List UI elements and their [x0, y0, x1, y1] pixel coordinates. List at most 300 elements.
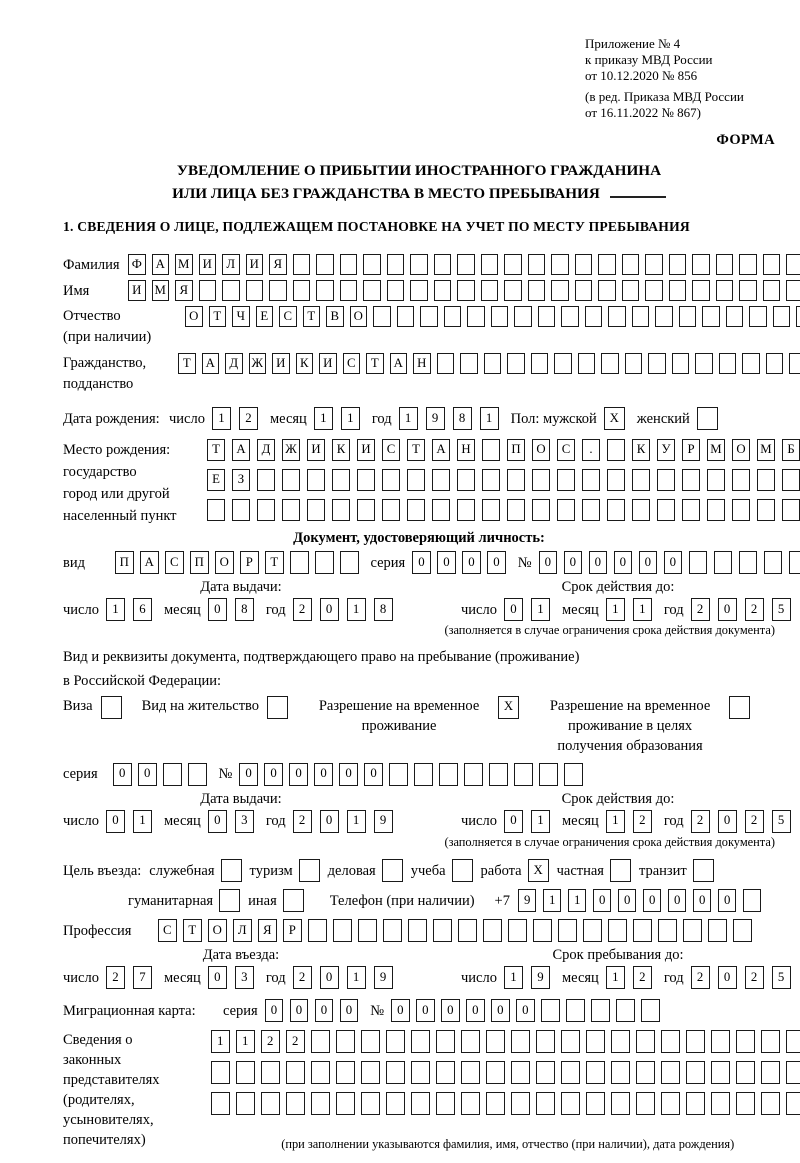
- form-cell[interactable]: 0: [441, 999, 460, 1022]
- form-cell[interactable]: [622, 254, 640, 275]
- form-cell[interactable]: [336, 1092, 355, 1115]
- form-cell[interactable]: 1: [633, 598, 652, 621]
- form-cell[interactable]: [101, 696, 122, 719]
- form-cell[interactable]: [586, 1030, 605, 1053]
- form-cell[interactable]: [436, 1092, 455, 1115]
- form-cell[interactable]: [786, 1092, 800, 1115]
- form-cell[interactable]: Р: [283, 919, 302, 942]
- form-cell[interactable]: И: [319, 353, 337, 374]
- form-cell[interactable]: [361, 1092, 380, 1115]
- form-cell[interactable]: [407, 469, 425, 491]
- form-cell[interactable]: [557, 469, 575, 491]
- form-cell[interactable]: [761, 1061, 780, 1084]
- form-cell[interactable]: 0: [289, 763, 308, 786]
- form-cell[interactable]: Р: [240, 551, 259, 574]
- form-cell[interactable]: [611, 1061, 630, 1084]
- form-cell[interactable]: [386, 1092, 405, 1115]
- form-cell[interactable]: Е: [256, 306, 274, 327]
- form-cell[interactable]: [533, 919, 552, 942]
- form-cell[interactable]: [383, 919, 402, 942]
- form-cell[interactable]: В: [326, 306, 344, 327]
- form-cell[interactable]: [736, 1092, 755, 1115]
- form-cell[interactable]: А: [152, 254, 170, 275]
- form-cell[interactable]: [707, 469, 725, 491]
- form-cell[interactable]: [773, 306, 791, 327]
- form-cell[interactable]: [636, 1030, 655, 1053]
- form-cell[interactable]: Е: [207, 469, 225, 491]
- form-cell[interactable]: 1: [606, 966, 625, 989]
- form-cell[interactable]: [293, 280, 311, 301]
- form-cell[interactable]: [757, 499, 775, 521]
- form-cell[interactable]: [458, 919, 477, 942]
- form-cell[interactable]: И: [199, 254, 217, 275]
- form-cell[interactable]: 0: [239, 763, 258, 786]
- form-cell[interactable]: 2: [293, 598, 312, 621]
- form-cell[interactable]: 0: [718, 889, 737, 912]
- form-cell[interactable]: Т: [407, 439, 425, 461]
- form-cell[interactable]: [601, 353, 619, 374]
- form-cell[interactable]: [528, 280, 546, 301]
- form-cell[interactable]: Я: [269, 254, 287, 275]
- form-cell[interactable]: 2: [633, 966, 652, 989]
- form-cell[interactable]: А: [390, 353, 408, 374]
- form-cell[interactable]: [444, 306, 462, 327]
- form-cell[interactable]: [692, 254, 710, 275]
- form-cell[interactable]: [608, 919, 627, 942]
- form-cell[interactable]: [692, 280, 710, 301]
- form-cell[interactable]: А: [232, 439, 250, 461]
- form-cell[interactable]: [661, 1061, 680, 1084]
- form-cell[interactable]: [336, 1061, 355, 1084]
- form-cell[interactable]: [611, 1030, 630, 1053]
- form-cell[interactable]: Л: [222, 254, 240, 275]
- form-cell[interactable]: [632, 499, 650, 521]
- form-cell[interactable]: Н: [457, 439, 475, 461]
- form-cell[interactable]: [541, 999, 560, 1022]
- form-cell[interactable]: 1: [347, 810, 366, 833]
- form-cell[interactable]: X: [498, 696, 519, 719]
- form-cell[interactable]: [311, 1030, 330, 1053]
- form-cell[interactable]: 0: [208, 810, 227, 833]
- form-cell[interactable]: [358, 919, 377, 942]
- form-cell[interactable]: [307, 499, 325, 521]
- form-cell[interactable]: 0: [138, 763, 157, 786]
- form-cell[interactable]: [410, 280, 428, 301]
- form-cell[interactable]: [582, 469, 600, 491]
- form-cell[interactable]: У: [657, 439, 675, 461]
- form-cell[interactable]: [261, 1061, 280, 1084]
- form-cell[interactable]: [607, 439, 625, 461]
- form-cell[interactable]: [410, 254, 428, 275]
- form-cell[interactable]: А: [140, 551, 159, 574]
- form-cell[interactable]: 0: [593, 889, 612, 912]
- form-cell[interactable]: [382, 469, 400, 491]
- form-cell[interactable]: 2: [106, 966, 125, 989]
- form-cell[interactable]: 0: [664, 551, 683, 574]
- form-cell[interactable]: [711, 1030, 730, 1053]
- form-cell[interactable]: [564, 763, 583, 786]
- form-cell[interactable]: [551, 280, 569, 301]
- form-cell[interactable]: Я: [258, 919, 277, 942]
- form-cell[interactable]: И: [307, 439, 325, 461]
- form-cell[interactable]: [739, 551, 758, 574]
- form-cell[interactable]: [689, 551, 708, 574]
- form-cell[interactable]: [389, 763, 408, 786]
- form-cell[interactable]: [536, 1030, 555, 1053]
- form-cell[interactable]: [625, 353, 643, 374]
- form-cell[interactable]: [486, 1030, 505, 1053]
- form-cell[interactable]: 9: [426, 407, 445, 430]
- form-cell[interactable]: [437, 353, 455, 374]
- form-cell[interactable]: 0: [639, 551, 658, 574]
- form-cell[interactable]: П: [507, 439, 525, 461]
- form-cell[interactable]: [648, 353, 666, 374]
- form-cell[interactable]: [257, 499, 275, 521]
- form-cell[interactable]: [484, 353, 502, 374]
- form-cell[interactable]: [433, 919, 452, 942]
- form-cell[interactable]: [554, 353, 572, 374]
- form-cell[interactable]: [293, 254, 311, 275]
- form-cell[interactable]: [702, 306, 720, 327]
- form-cell[interactable]: 2: [745, 966, 764, 989]
- form-cell[interactable]: [726, 306, 744, 327]
- form-cell[interactable]: 0: [314, 763, 333, 786]
- form-cell[interactable]: [591, 999, 610, 1022]
- form-cell[interactable]: [188, 763, 207, 786]
- form-cell[interactable]: 0: [113, 763, 132, 786]
- form-cell[interactable]: 0: [320, 966, 339, 989]
- form-cell[interactable]: [586, 1061, 605, 1084]
- form-cell[interactable]: [363, 280, 381, 301]
- form-cell[interactable]: [436, 1030, 455, 1053]
- form-cell[interactable]: Н: [413, 353, 431, 374]
- form-cell[interactable]: 1: [504, 966, 523, 989]
- form-cell[interactable]: [461, 1030, 480, 1053]
- form-cell[interactable]: И: [272, 353, 290, 374]
- form-cell[interactable]: 1: [236, 1030, 255, 1053]
- form-cell[interactable]: П: [190, 551, 209, 574]
- form-cell[interactable]: [786, 254, 800, 275]
- form-cell[interactable]: [683, 919, 702, 942]
- form-cell[interactable]: [531, 353, 549, 374]
- form-cell[interactable]: [693, 859, 714, 882]
- form-cell[interactable]: 2: [261, 1030, 280, 1053]
- form-cell[interactable]: [486, 1092, 505, 1115]
- form-cell[interactable]: [504, 280, 522, 301]
- form-cell[interactable]: [514, 763, 533, 786]
- form-cell[interactable]: [299, 859, 320, 882]
- form-cell[interactable]: 0: [208, 966, 227, 989]
- form-cell[interactable]: [504, 254, 522, 275]
- form-cell[interactable]: Ж: [282, 439, 300, 461]
- form-cell[interactable]: [211, 1092, 230, 1115]
- form-cell[interactable]: [382, 859, 403, 882]
- form-cell[interactable]: [661, 1030, 680, 1053]
- form-cell[interactable]: [411, 1061, 430, 1084]
- form-cell[interactable]: П: [115, 551, 134, 574]
- form-cell[interactable]: [557, 499, 575, 521]
- form-cell[interactable]: О: [208, 919, 227, 942]
- form-cell[interactable]: [607, 469, 625, 491]
- form-cell[interactable]: [732, 469, 750, 491]
- form-cell[interactable]: 1: [399, 407, 418, 430]
- form-cell[interactable]: [782, 499, 800, 521]
- form-cell[interactable]: 0: [643, 889, 662, 912]
- form-cell[interactable]: [357, 499, 375, 521]
- form-cell[interactable]: 0: [437, 551, 456, 574]
- form-cell[interactable]: [598, 254, 616, 275]
- form-cell[interactable]: [536, 1061, 555, 1084]
- form-cell[interactable]: [764, 551, 783, 574]
- form-cell[interactable]: Т: [207, 439, 225, 461]
- form-cell[interactable]: [460, 353, 478, 374]
- form-cell[interactable]: [332, 469, 350, 491]
- form-cell[interactable]: [786, 1030, 800, 1053]
- form-cell[interactable]: [307, 469, 325, 491]
- form-cell[interactable]: [246, 280, 264, 301]
- form-cell[interactable]: [739, 280, 757, 301]
- form-cell[interactable]: [436, 1061, 455, 1084]
- form-cell[interactable]: 2: [239, 407, 258, 430]
- form-cell[interactable]: 2: [293, 966, 312, 989]
- form-cell[interactable]: О: [215, 551, 234, 574]
- form-cell[interactable]: [682, 499, 700, 521]
- form-cell[interactable]: X: [528, 859, 549, 882]
- form-cell[interactable]: Ф: [128, 254, 146, 275]
- form-cell[interactable]: [561, 1061, 580, 1084]
- form-cell[interactable]: [511, 1030, 530, 1053]
- form-cell[interactable]: Ч: [232, 306, 250, 327]
- form-cell[interactable]: [221, 859, 242, 882]
- form-cell[interactable]: [716, 280, 734, 301]
- form-cell[interactable]: [411, 1092, 430, 1115]
- form-cell[interactable]: [695, 353, 713, 374]
- form-cell[interactable]: 0: [340, 999, 359, 1022]
- form-cell[interactable]: [716, 254, 734, 275]
- form-cell[interactable]: [669, 280, 687, 301]
- form-cell[interactable]: [434, 254, 452, 275]
- form-cell[interactable]: И: [246, 254, 264, 275]
- form-cell[interactable]: [796, 306, 800, 327]
- form-cell[interactable]: [283, 889, 304, 912]
- form-cell[interactable]: 1: [347, 598, 366, 621]
- form-cell[interactable]: 2: [293, 810, 312, 833]
- form-cell[interactable]: [507, 353, 525, 374]
- form-cell[interactable]: А: [202, 353, 220, 374]
- form-cell[interactable]: [163, 763, 182, 786]
- form-cell[interactable]: 0: [466, 999, 485, 1022]
- form-cell[interactable]: [598, 280, 616, 301]
- form-cell[interactable]: [607, 499, 625, 521]
- form-cell[interactable]: [316, 254, 334, 275]
- form-cell[interactable]: М: [175, 254, 193, 275]
- form-cell[interactable]: 1: [480, 407, 499, 430]
- form-cell[interactable]: [457, 499, 475, 521]
- form-cell[interactable]: [257, 469, 275, 491]
- form-cell[interactable]: [386, 1061, 405, 1084]
- form-cell[interactable]: 6: [133, 598, 152, 621]
- form-cell[interactable]: [632, 306, 650, 327]
- form-cell[interactable]: 0: [589, 551, 608, 574]
- form-cell[interactable]: [282, 469, 300, 491]
- form-cell[interactable]: [610, 859, 631, 882]
- form-cell[interactable]: [407, 499, 425, 521]
- form-cell[interactable]: [414, 763, 433, 786]
- form-cell[interactable]: [333, 919, 352, 942]
- form-cell[interactable]: 1: [133, 810, 152, 833]
- form-cell[interactable]: X: [604, 407, 625, 430]
- form-cell[interactable]: [763, 280, 781, 301]
- form-cell[interactable]: [586, 1092, 605, 1115]
- form-cell[interactable]: [707, 499, 725, 521]
- form-cell[interactable]: [686, 1061, 705, 1084]
- form-cell[interactable]: 9: [518, 889, 537, 912]
- form-cell[interactable]: 0: [320, 810, 339, 833]
- form-cell[interactable]: О: [350, 306, 368, 327]
- form-cell[interactable]: [582, 499, 600, 521]
- form-cell[interactable]: 8: [453, 407, 472, 430]
- form-cell[interactable]: [583, 919, 602, 942]
- form-cell[interactable]: [282, 499, 300, 521]
- form-cell[interactable]: [532, 469, 550, 491]
- form-cell[interactable]: [786, 280, 800, 301]
- form-cell[interactable]: [411, 1030, 430, 1053]
- form-cell[interactable]: К: [632, 439, 650, 461]
- form-cell[interactable]: [461, 1092, 480, 1115]
- form-cell[interactable]: Т: [209, 306, 227, 327]
- form-cell[interactable]: [340, 280, 358, 301]
- form-cell[interactable]: [561, 306, 579, 327]
- form-cell[interactable]: [645, 280, 663, 301]
- form-cell[interactable]: [732, 499, 750, 521]
- form-cell[interactable]: [457, 280, 475, 301]
- form-cell[interactable]: [361, 1030, 380, 1053]
- form-cell[interactable]: 0: [391, 999, 410, 1022]
- form-cell[interactable]: [538, 306, 556, 327]
- form-cell[interactable]: [357, 469, 375, 491]
- form-cell[interactable]: [686, 1092, 705, 1115]
- form-cell[interactable]: [697, 407, 718, 430]
- form-cell[interactable]: 8: [374, 598, 393, 621]
- form-cell[interactable]: [528, 254, 546, 275]
- form-cell[interactable]: [789, 551, 800, 574]
- form-cell[interactable]: [340, 254, 358, 275]
- form-cell[interactable]: [315, 551, 334, 574]
- form-cell[interactable]: [373, 306, 391, 327]
- form-cell[interactable]: Л: [233, 919, 252, 942]
- form-cell[interactable]: 0: [668, 889, 687, 912]
- form-cell[interactable]: [743, 889, 762, 912]
- form-cell[interactable]: 2: [745, 598, 764, 621]
- form-cell[interactable]: [645, 254, 663, 275]
- form-cell[interactable]: [507, 469, 525, 491]
- form-cell[interactable]: З: [232, 469, 250, 491]
- form-cell[interactable]: [397, 306, 415, 327]
- form-cell[interactable]: [736, 1061, 755, 1084]
- form-cell[interactable]: [486, 1061, 505, 1084]
- form-cell[interactable]: Т: [366, 353, 384, 374]
- form-cell[interactable]: [611, 1092, 630, 1115]
- form-cell[interactable]: [482, 439, 500, 461]
- form-cell[interactable]: [679, 306, 697, 327]
- form-cell[interactable]: 1: [341, 407, 360, 430]
- form-cell[interactable]: [711, 1092, 730, 1115]
- form-cell[interactable]: 1: [106, 598, 125, 621]
- form-cell[interactable]: К: [332, 439, 350, 461]
- form-cell[interactable]: [708, 919, 727, 942]
- form-cell[interactable]: 1: [606, 598, 625, 621]
- form-cell[interactable]: [633, 919, 652, 942]
- form-cell[interactable]: И: [357, 439, 375, 461]
- form-cell[interactable]: С: [158, 919, 177, 942]
- form-cell[interactable]: [482, 499, 500, 521]
- form-cell[interactable]: [575, 254, 593, 275]
- form-cell[interactable]: [682, 469, 700, 491]
- form-cell[interactable]: Р: [682, 439, 700, 461]
- form-cell[interactable]: 1: [531, 810, 550, 833]
- form-cell[interactable]: [686, 1030, 705, 1053]
- form-cell[interactable]: 5: [772, 598, 791, 621]
- form-cell[interactable]: 1: [347, 966, 366, 989]
- form-cell[interactable]: 1: [543, 889, 562, 912]
- form-cell[interactable]: [511, 1092, 530, 1115]
- form-cell[interactable]: [332, 499, 350, 521]
- form-cell[interactable]: С: [343, 353, 361, 374]
- form-cell[interactable]: 0: [106, 810, 125, 833]
- form-cell[interactable]: 2: [691, 598, 710, 621]
- form-cell[interactable]: М: [152, 280, 170, 301]
- form-cell[interactable]: [387, 254, 405, 275]
- form-cell[interactable]: 2: [745, 810, 764, 833]
- form-cell[interactable]: [386, 1030, 405, 1053]
- form-cell[interactable]: [641, 999, 660, 1022]
- form-cell[interactable]: [489, 763, 508, 786]
- form-cell[interactable]: [786, 1061, 800, 1084]
- form-cell[interactable]: [508, 919, 527, 942]
- form-cell[interactable]: Т: [183, 919, 202, 942]
- form-cell[interactable]: [420, 306, 438, 327]
- form-cell[interactable]: [219, 889, 240, 912]
- form-cell[interactable]: [532, 499, 550, 521]
- form-cell[interactable]: [561, 1030, 580, 1053]
- form-cell[interactable]: [481, 280, 499, 301]
- form-cell[interactable]: 0: [718, 598, 737, 621]
- form-cell[interactable]: [340, 551, 359, 574]
- form-cell[interactable]: [657, 499, 675, 521]
- form-cell[interactable]: [566, 999, 585, 1022]
- form-cell[interactable]: [657, 469, 675, 491]
- form-cell[interactable]: М: [757, 439, 775, 461]
- form-cell[interactable]: 0: [412, 551, 431, 574]
- form-cell[interactable]: Т: [178, 353, 196, 374]
- form-cell[interactable]: [536, 1092, 555, 1115]
- form-cell[interactable]: [483, 919, 502, 942]
- form-cell[interactable]: [207, 499, 225, 521]
- form-cell[interactable]: [719, 353, 737, 374]
- form-cell[interactable]: Т: [265, 551, 284, 574]
- form-cell[interactable]: [578, 353, 596, 374]
- form-cell[interactable]: С: [165, 551, 184, 574]
- form-cell[interactable]: [585, 306, 603, 327]
- form-cell[interactable]: О: [532, 439, 550, 461]
- form-cell[interactable]: 1: [212, 407, 231, 430]
- form-cell[interactable]: [661, 1092, 680, 1115]
- form-cell[interactable]: 8: [235, 598, 254, 621]
- form-cell[interactable]: 3: [235, 966, 254, 989]
- form-cell[interactable]: [539, 763, 558, 786]
- form-cell[interactable]: [636, 1092, 655, 1115]
- form-cell[interactable]: [232, 499, 250, 521]
